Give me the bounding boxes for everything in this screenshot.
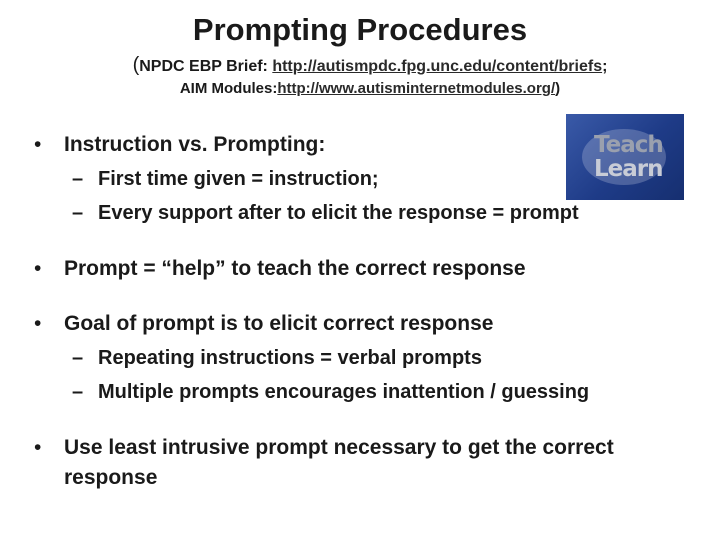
bullet-text: Goal of prompt is to elicit correct response <box>64 312 494 335</box>
npdc-source-line <box>0 54 720 77</box>
aim-end: ) <box>555 80 561 97</box>
slide-title: Prompting Procedures <box>192 12 528 47</box>
sub-dash: – <box>72 168 84 190</box>
bullet-item <box>34 433 624 493</box>
bullet-dot: • <box>34 257 42 280</box>
logo-learn-text: Learn <box>594 156 663 182</box>
npdc-label: NPDC EBP Brief: <box>139 58 273 75</box>
bullet-text: Instruction vs. Prompting: <box>64 133 326 156</box>
aim-label: AIM Modules: <box>179 80 278 97</box>
sub-bullet-item <box>72 343 482 373</box>
bullet-dot: • <box>34 312 42 335</box>
sub-dash: – <box>72 202 84 224</box>
bullet-dot: • <box>34 436 42 459</box>
sub-bullet-text: Multiple prompts encourages inattention / guessing <box>98 381 590 403</box>
sub-bullet-text: Repeating instructions = verbal prompts <box>98 347 482 369</box>
npdc-link[interactable]: http://autismpdc.fpg.unc.edu/content/briefs <box>272 58 603 75</box>
bullet-item <box>34 309 494 339</box>
open-paren: ( <box>132 54 140 76</box>
bullet-text: Prompt = “help” to teach the correct response <box>64 257 526 280</box>
npdc-end: ; <box>602 58 608 75</box>
bullet-item <box>34 254 526 284</box>
teach-learn-logo <box>566 114 684 200</box>
bullet-item <box>34 130 326 160</box>
sub-bullet-item <box>72 377 590 407</box>
sub-bullet-item <box>72 198 579 228</box>
bullet-dot: • <box>34 133 42 156</box>
sub-bullet-text: Every support after to elicit the response = prompt <box>98 202 579 224</box>
aim-source-line <box>0 80 720 97</box>
logo-teach-text: Teach <box>594 132 663 158</box>
sub-bullet-text: First time given = instruction; <box>98 168 379 190</box>
aim-link[interactable]: http://www.autisminternetmodules.org/ <box>277 80 556 97</box>
sub-dash: – <box>72 347 84 369</box>
bullet-text: Use least intrusive prompt necessary to get the correct response <box>64 436 614 489</box>
sub-dash: – <box>72 381 84 403</box>
sub-bullet-item <box>72 164 379 194</box>
